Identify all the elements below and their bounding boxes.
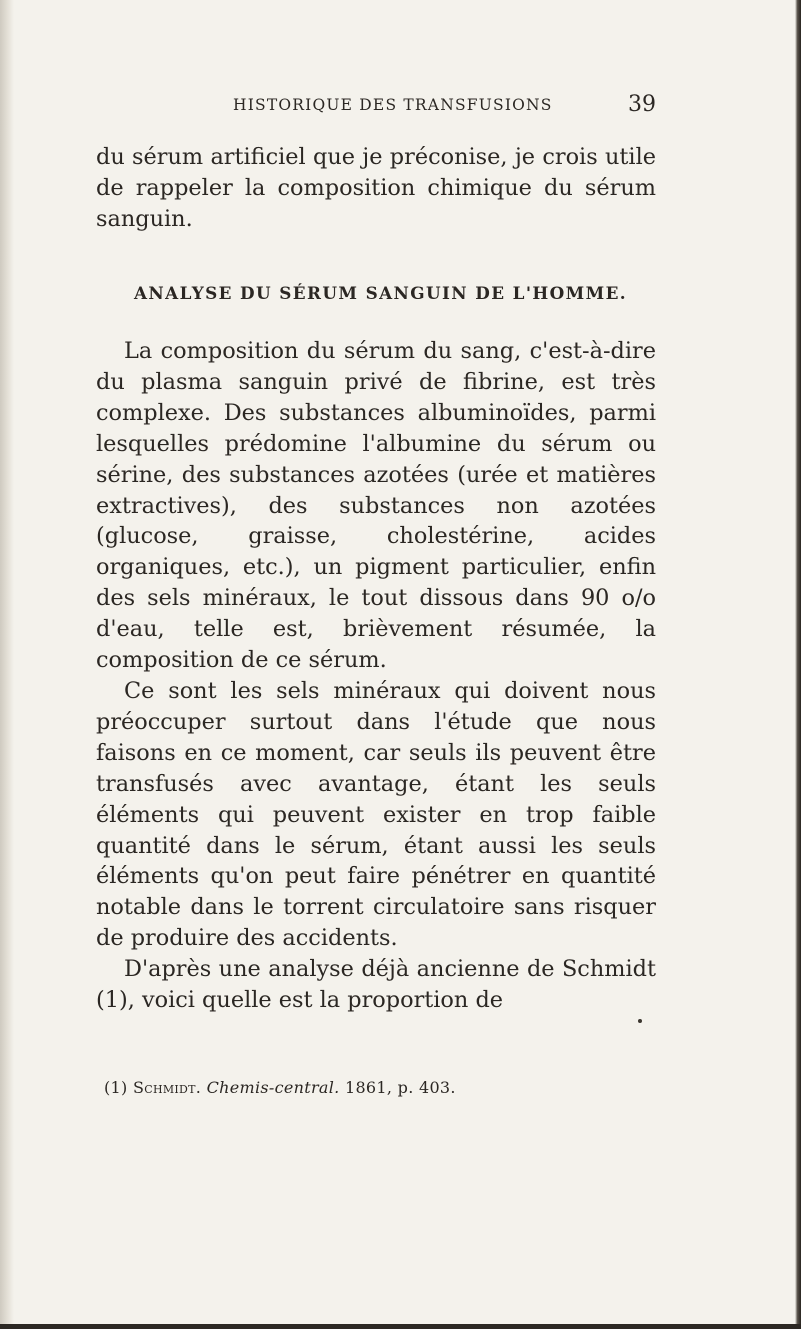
page-right-edge [795,0,801,1329]
ink-speck [638,1019,642,1023]
page-left-shadow [0,0,14,1329]
page-number: 39 [628,92,656,117]
footnote-marker: (1) [104,1078,128,1097]
paragraph-schmidt-analysis: D'après une analyse déjà ancienne de Schmidt (1), voici quelle est la proportion de [96,956,656,1014]
footnote-journal: Chemis-central. [206,1078,340,1097]
paragraph-composition: La composition du sérum du sang, c'est-à-dire du plasma sanguin privé de fibrine, est très complexe. Des substances albuminoïdes, parmi lesquelles prédomine l'albumine du sérum ou sérine, des substances azotées (urée et matières extractives), des substances non azotées (glucose, graisse, cholestérine, acides organiques, etc.), un pigment particulier, enfin des sels minéraux, le tout dissous dans 90 o/o d'eau, telle est, brièvement résumée, la composition de ce sérum. [96,338,656,674]
running-title: HISTORIQUE DES TRANSFUSIONS [233,96,553,114]
paragraph-mineral-salts: Ce sont les sels minéraux qui doivent nous préoccuper surtout dans l'étude que nous faisons en ce moment, car seuls ils peuvent être transfusés avec avantage, étant les seuls éléments qui peuvent exister en trop faible quantité dans le sérum, étant aussi les seuls éléments qu'on peut faire pénétrer en quantité notable dans le torrent circulatoire sans risquer de produire des accidents. [96,677,656,952]
footnote-author: Schmidt. [132,1078,202,1097]
page-bottom-edge [0,1324,801,1329]
body-text [96,336,656,1016]
intro-paragraph: du sérum artificiel que je préconise, je crois utile de rappeler la composition chimique du sérum sanguin. [96,144,656,232]
footnote [104,1078,664,1097]
section-heading: ANALYSE DU SÉRUM SANGUIN DE L'HOMME. [134,283,628,303]
footnote-details: 1861, p. 403. [344,1078,456,1097]
